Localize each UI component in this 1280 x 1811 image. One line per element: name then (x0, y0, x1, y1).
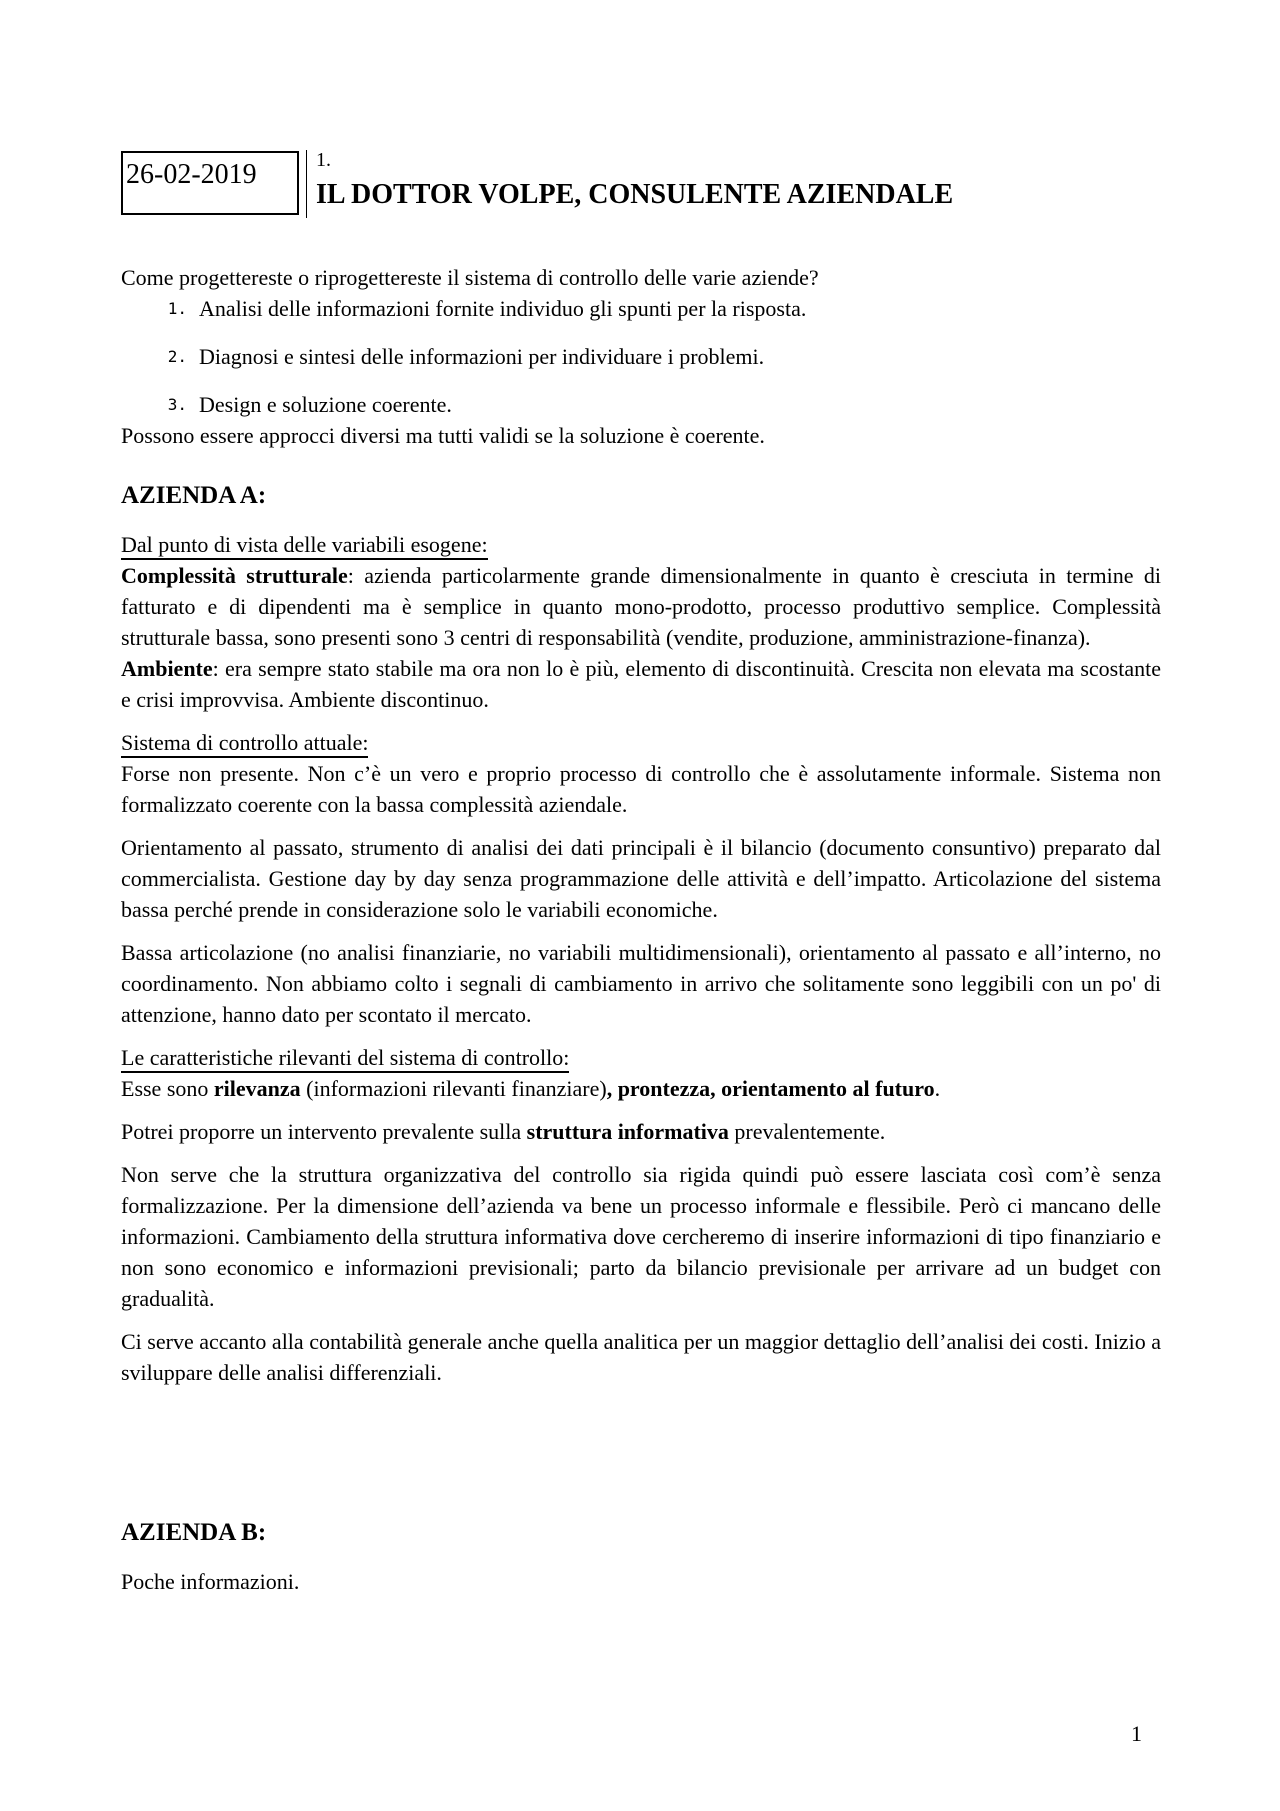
azienda-b-heading: AZIENDA B: (121, 1519, 267, 1546)
steps-list (121, 293, 1161, 420)
sistema-paragraph-2: Orientamento al passato, strumento di analisi dei dati principali è il bilancio (documento consuntivo) preparato dal commercialista. Gestione day by day senza programmazione delle attività e dell’impatto. Articolazione del sistema bassa perché prende in considerazione solo le variabili economiche. (121, 835, 1161, 922)
complessita-term: Complessità strutturale (121, 563, 348, 588)
list-text: Analisi delle informazioni fornite individuo gli spunti per la risposta. (199, 296, 807, 321)
list-text: Design e soluzione coerente. (199, 392, 452, 417)
list-text: Diagnosi e sintesi delle informazioni per individuare i problemi. (199, 344, 765, 369)
car-pre: Esse sono (121, 1076, 214, 1101)
list-item (121, 341, 1161, 372)
chapter-number: 1. (316, 149, 331, 171)
list-item (121, 293, 1161, 324)
struttura-paragraph: Non serve che la struttura organizzativa del controllo sia rigida quindi può essere lasciata così com’è senza formalizzazione. Per la dimensione dell’azienda va bene un processo informale e flessibile. Però ci mancano delle informazioni. Cambiamento della struttura informativa dove cercheremo di inserire informazioni di tipo finanziario e non sono economico e informazioni previsionali; parto da bilancio previsionale per arrivare ad un budget con gradualità. (121, 1162, 1161, 1311)
chapter-divider (306, 150, 307, 218)
list-item (121, 389, 1161, 420)
date-box: 26-02-2019 (121, 151, 299, 215)
contabilita-paragraph: Ci serve accanto alla contabilità generale anche quella analitica per un maggior dettaglio dell’analisi dei costi. Inizio a sviluppare delle analisi differenziali. (121, 1329, 1161, 1385)
ambiente-text: : era sempre stato stabile ma ora non lo è più, elemento di discontinuità. Crescita non elevata ma scostante e crisi improvvisa. Ambiente discontinuo. (121, 656, 1161, 712)
page-number: 1 (1131, 1721, 1142, 1746)
car-bold-1: rilevanza (213, 1076, 301, 1101)
sistema-paragraph-3: Bassa articolazione (no analisi finanziarie, no variabili multidimensionali), orientamento al passato e all’interno, no coordinamento. Non abbiamo colto i segnali di cambiamento in arrivo che solitamente sono leggibili con un po' di attenzione, hanno dato per scontato il mercato. (121, 940, 1161, 1027)
list-number: 1. (167, 299, 187, 318)
variabili-subheading: Dal punto di vista delle variabili esogene: (121, 532, 488, 560)
ambiente-term: Ambiente (121, 656, 213, 681)
document-page (121, 0, 1161, 1811)
intervento-paragraph (121, 1116, 1161, 1147)
intervento-end: prevalentemente. (728, 1119, 886, 1144)
intro-closing: Possono essere approcci diversi ma tutti validi se la soluzione è coerente. (121, 423, 765, 448)
sistema-paragraph-1: Forse non presente. Non c’è un vero e proprio processo di controllo che è assolutamente informale. Sistema non formalizzato coerente con la bassa complessità aziendale. (121, 761, 1161, 817)
complessita-text: : azienda particolarmente grande dimensionalmente in quanto è cresciuta in termine di fatturato e di dipendenti ma è semplice in quanto mono-prodotto, processo produttivo semplice. Complessità strutturale bassa, sono presenti sono 3 centri di responsabilità (vendite, produzione, amministrazione-finanza). (121, 563, 1161, 650)
spacer (121, 1388, 1161, 1488)
document-body (121, 262, 1161, 1597)
intervento-pre: Potrei proporre un intervento prevalente sulla (121, 1119, 527, 1144)
chapter-title: IL DOTTOR VOLPE, CONSULENTE AZIENDALE (316, 179, 954, 210)
ambiente-paragraph (121, 653, 1161, 715)
car-mid: (informazioni rilevanti finanziare) (300, 1076, 607, 1101)
intro-question: Come progettereste o riprogettereste il sistema di controllo delle varie aziende? (121, 265, 819, 290)
sistema-subheading: Sistema di controllo attuale: (121, 730, 368, 758)
caratteristiche-paragraph (121, 1073, 1161, 1104)
azienda-b-text: Poche informazioni. (121, 1569, 300, 1594)
car-bold-2: , prontezza, orientamento al futuro (606, 1076, 935, 1101)
car-end: . (934, 1076, 941, 1101)
intervento-bold: struttura informativa (526, 1119, 729, 1144)
azienda-a-heading: AZIENDA A: (121, 482, 267, 509)
list-number: 3. (167, 395, 187, 414)
list-number: 2. (167, 347, 187, 366)
caratteristiche-subheading: Le caratteristiche rilevanti del sistema di controllo: (121, 1045, 569, 1073)
complessita-paragraph (121, 560, 1161, 653)
